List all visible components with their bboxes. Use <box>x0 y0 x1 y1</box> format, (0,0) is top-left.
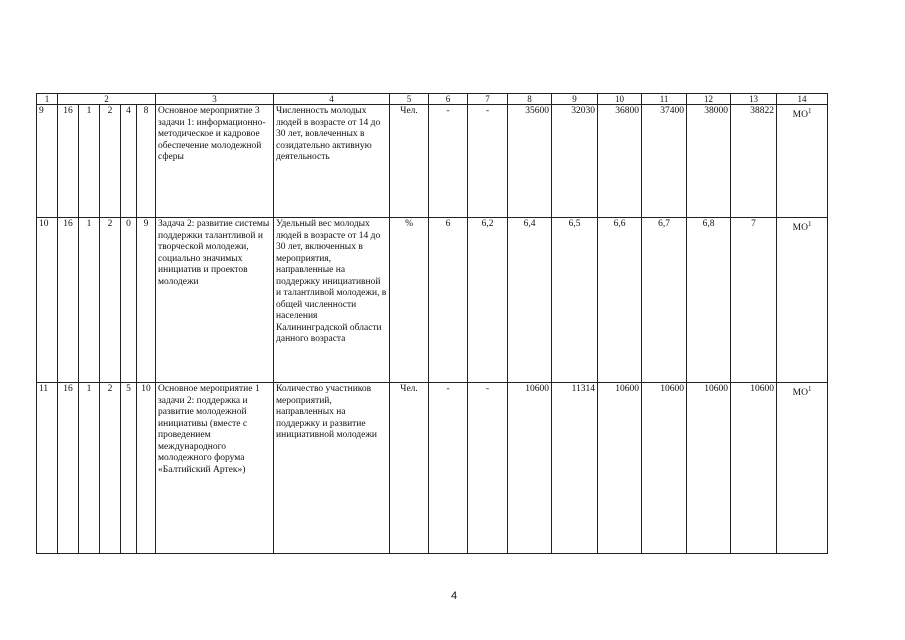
value-cell: 37400 <box>642 105 687 218</box>
code-cell: 16 <box>58 218 79 383</box>
value-cell: - <box>468 383 508 554</box>
table-row <box>37 105 883 218</box>
header-cell-3: 3 <box>156 94 274 105</box>
header-cell-4: 4 <box>274 94 390 105</box>
header-cell-12: 12 <box>687 94 731 105</box>
code-cell: 16 <box>58 383 79 554</box>
value-cell: 10600 <box>642 383 687 554</box>
value-cell: - <box>468 105 508 218</box>
executor-cell <box>777 218 828 383</box>
code-cell: 1 <box>79 218 100 383</box>
row-number: 10 <box>37 218 58 383</box>
header-cell-13: 13 <box>731 94 777 105</box>
value-cell: 36800 <box>598 105 642 218</box>
value-cell: - <box>429 105 468 218</box>
value-cell: 38000 <box>687 105 731 218</box>
code-cell: 5 <box>121 383 137 554</box>
code-cell: 2 <box>100 105 121 218</box>
activity-name: Основное мероприятие 3 задачи 1: информационно-методическое и кадровое обеспечение молодежной сферы <box>156 105 274 218</box>
code-cell: 2 <box>100 383 121 554</box>
header-row <box>37 94 883 105</box>
row-number: 11 <box>37 383 58 554</box>
header-cell-9: 9 <box>552 94 598 105</box>
value-cell: 10600 <box>687 383 731 554</box>
value-cell: 6,2 <box>468 218 508 383</box>
indicators-table <box>36 93 883 554</box>
code-cell: 2 <box>100 218 121 383</box>
page-number: 4 <box>450 590 458 602</box>
code-cell: 10 <box>137 383 156 554</box>
header-cell-10: 10 <box>598 94 642 105</box>
code-cell: 1 <box>79 383 100 554</box>
value-cell: 7 <box>731 218 777 383</box>
value-cell: 6,4 <box>508 218 552 383</box>
unit-cell: Чел. <box>390 383 429 554</box>
value-cell: 10600 <box>598 383 642 554</box>
table-row <box>37 383 883 554</box>
executor-cell <box>777 105 828 218</box>
value-cell: 6,5 <box>552 218 598 383</box>
value-cell: 32030 <box>552 105 598 218</box>
header-cell-14: 14 <box>777 94 828 105</box>
indicator-name: Количество участников мероприятий, направленных на поддержку и развитие инициативной молодежи <box>274 383 390 554</box>
value-cell: 6 <box>429 218 468 383</box>
activity-name: Задача 2: развитие системы поддержки талантливой и творческой молодежи, социально значимых инициатив и проектов молодежи <box>156 218 274 383</box>
row-number: 9 <box>37 105 58 218</box>
value-cell: 10600 <box>508 383 552 554</box>
executor-label: МО <box>792 388 808 398</box>
unit-cell: Чел. <box>390 105 429 218</box>
header-cell-5: 5 <box>390 94 429 105</box>
value-cell: 35600 <box>508 105 552 218</box>
value-cell: 38822 <box>731 105 777 218</box>
code-cell: 16 <box>58 105 79 218</box>
header-cell-1: 1 <box>37 94 58 105</box>
header-cell-2: 2 <box>58 94 156 105</box>
header-cell-11: 11 <box>642 94 687 105</box>
code-cell: 4 <box>121 105 137 218</box>
code-cell: 9 <box>137 218 156 383</box>
table-row <box>37 218 883 383</box>
executor-label: МО <box>792 110 808 120</box>
value-cell: 11314 <box>552 383 598 554</box>
unit-cell: % <box>390 218 429 383</box>
value-cell: 6,8 <box>687 218 731 383</box>
header-cell-8: 8 <box>508 94 552 105</box>
executor-footnote: 1 <box>807 385 812 393</box>
indicator-name: Удельный вес молодых людей в возрасте от 14 до 30 лет, включенных в мероприятия, направленные на поддержку инициативной и талантливой молодежи, в общей численности населения Калининградской области данного возраста <box>274 218 390 383</box>
value-cell: - <box>429 383 468 554</box>
value-cell: 6,6 <box>598 218 642 383</box>
header-cell-7: 7 <box>468 94 508 105</box>
value-cell: 10600 <box>731 383 777 554</box>
executor-footnote: 1 <box>807 220 812 228</box>
executor-label: МО <box>792 223 808 233</box>
activity-name: Основное мероприятие 1 задачи 2: поддержка и развитие молодежной инициативы (вместе с проведением международного молодежного форума «Балтийский Артек») <box>156 383 274 554</box>
value-cell: 6,7 <box>642 218 687 383</box>
executor-cell <box>777 383 828 554</box>
code-cell: 8 <box>137 105 156 218</box>
executor-footnote: 1 <box>807 107 812 115</box>
indicator-name: Численность молодых людей в возрасте от 14 до 30 лет, вовлеченных в созидательно активную деятельность <box>274 105 390 218</box>
header-cell-6: 6 <box>429 94 468 105</box>
code-cell: 0 <box>121 218 137 383</box>
code-cell: 1 <box>79 105 100 218</box>
